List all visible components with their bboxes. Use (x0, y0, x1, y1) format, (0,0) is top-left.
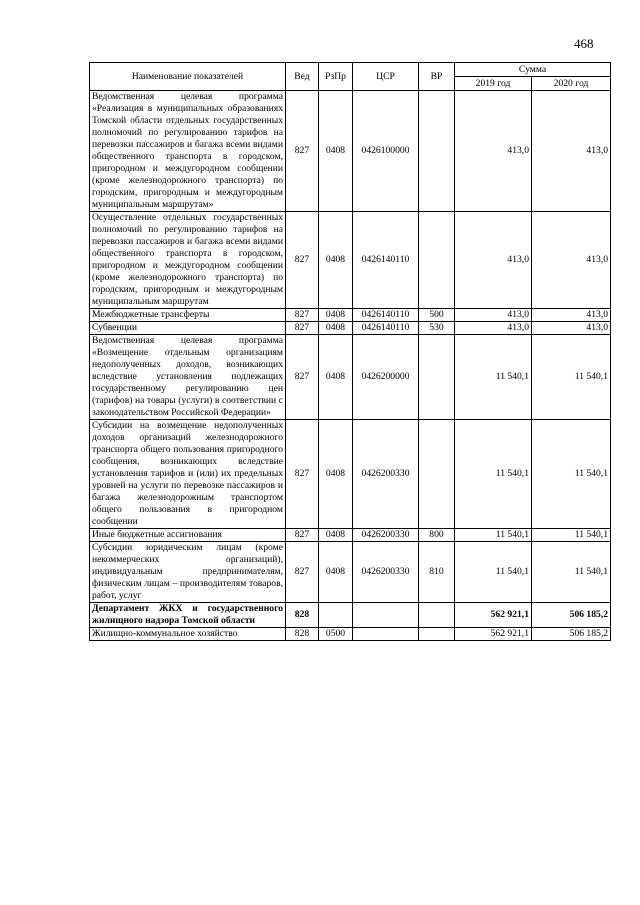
row-sum-2020: 413,0 (532, 212, 611, 309)
row-name: Ведомственная целевая программа «Реализация в муниципальных образованиях Томской области отдельных государственных полномочий по регулированию тарифов на перевозки пассажиров и багажа всеми видами общественного транспорта в городском, пригородном и междугородном сообщении (кроме железнодорожного транспорта) по городским, пригородным и междугородным муниципальным маршрутам» (90, 91, 286, 212)
row-name: Субсидии юридическим лицам (кроме некоммерческих организаций), индивидуальным предпринимателям, физическим лицам – производителям товаров, работ, услуг (90, 542, 286, 603)
row-csr: 0426140110 (353, 212, 419, 309)
row-sum-2019: 11 540,1 (455, 420, 532, 529)
table-row (90, 335, 611, 420)
row-ved: 827 (286, 212, 319, 309)
row-csr (353, 603, 419, 628)
row-rzpr: 0408 (319, 91, 353, 212)
table-row (90, 420, 611, 529)
table-row (90, 542, 611, 603)
row-sum-2020: 413,0 (532, 309, 611, 322)
row-csr: 0426140110 (353, 309, 419, 322)
row-sum-2019: 562 921,1 (455, 603, 532, 628)
row-ved: 827 (286, 322, 319, 335)
row-vr (419, 212, 455, 309)
row-name: Межбюджетные трансферты (90, 309, 286, 322)
row-vr: 810 (419, 542, 455, 603)
row-csr: 0426140110 (353, 322, 419, 335)
row-vr: 800 (419, 529, 455, 542)
row-vr (419, 91, 455, 212)
row-csr (353, 628, 419, 641)
row-sum-2020: 11 540,1 (532, 335, 611, 420)
table-row (90, 322, 611, 335)
row-sum-2019: 562 921,1 (455, 628, 532, 641)
row-rzpr: 0408 (319, 322, 353, 335)
row-name: Иные бюджетные ассигнования (90, 529, 286, 542)
row-sum-2020: 11 540,1 (532, 420, 611, 529)
row-sum-2019: 413,0 (455, 91, 532, 212)
table-row (90, 309, 611, 322)
row-name: Субвенции (90, 322, 286, 335)
row-ved: 828 (286, 628, 319, 641)
row-vr (419, 603, 455, 628)
row-rzpr: 0408 (319, 212, 353, 309)
row-vr (419, 420, 455, 529)
row-ved: 828 (286, 603, 319, 628)
header-sum: Сумма (455, 63, 611, 77)
row-rzpr: 0408 (319, 529, 353, 542)
page-number: 468 (574, 36, 594, 51)
row-vr: 530 (419, 322, 455, 335)
row-rzpr: 0408 (319, 420, 353, 529)
row-rzpr: 0408 (319, 335, 353, 420)
row-name: Ведомственная целевая программа «Возмещение отдельным организациям недополученных доходов, возникающих вследствие установления подлежащих государственному регулированию цен (тарифов) на товары (услуги) в соответствии с законодательством Российской Федерации» (90, 335, 286, 420)
header-ved: Вед (286, 63, 319, 91)
row-sum-2019: 413,0 (455, 212, 532, 309)
row-ved: 827 (286, 542, 319, 603)
row-ved: 827 (286, 420, 319, 529)
row-name: Субсидии на возмещение недополученных доходов организаций железнодорожного транспорта общего пользования пригородного сообщения, возникающих вследствие установления тарифов и (или) их предельных уровней на услуги по перевозке пассажиров и багажа железнодорожным транспортом общего пользования в пригородном сообщении (90, 420, 286, 529)
row-ved: 827 (286, 529, 319, 542)
header-2019: 2019 год (455, 77, 532, 91)
row-csr: 0426200330 (353, 420, 419, 529)
row-vr (419, 628, 455, 641)
header-csr: ЦСР (353, 63, 419, 91)
row-sum-2019: 11 540,1 (455, 529, 532, 542)
budget-table (89, 62, 611, 641)
row-sum-2020: 413,0 (532, 91, 611, 212)
row-csr: 0426200330 (353, 529, 419, 542)
header-name: Наименование показателей (90, 63, 286, 91)
header-vr: ВР (419, 63, 455, 91)
row-name: Осуществление отдельных государственных полномочий по регулированию тарифов на перевозки пассажиров и багажа всеми видами общественного транспорта в городском, пригородном и междугородном сообщении (кроме железнодорожного транспорта) по городским, пригородным и междугородным муниципальным маршрутам (90, 212, 286, 309)
row-rzpr (319, 603, 353, 628)
row-sum-2020: 11 540,1 (532, 529, 611, 542)
row-vr (419, 335, 455, 420)
row-sum-2020: 506 185,2 (532, 628, 611, 641)
header-rzpr: РзПр (319, 63, 353, 91)
row-csr: 0426100000 (353, 91, 419, 212)
table-row (90, 529, 611, 542)
row-rzpr: 0500 (319, 628, 353, 641)
row-sum-2020: 11 540,1 (532, 542, 611, 603)
row-sum-2020: 506 185,2 (532, 603, 611, 628)
table-row (90, 628, 611, 641)
row-name: Департамент ЖКХ и государственного жилищного надзора Томской области (90, 603, 286, 628)
row-ved: 827 (286, 309, 319, 322)
table-row (90, 603, 611, 628)
row-sum-2019: 413,0 (455, 309, 532, 322)
table-body (90, 91, 611, 641)
row-rzpr: 0408 (319, 542, 353, 603)
row-csr: 0426200000 (353, 335, 419, 420)
row-vr: 500 (419, 309, 455, 322)
row-name: Жилищно-коммунальное хозяйство (90, 628, 286, 641)
row-sum-2020: 413,0 (532, 322, 611, 335)
row-ved: 827 (286, 91, 319, 212)
row-sum-2019: 413,0 (455, 322, 532, 335)
row-csr: 0426200330 (353, 542, 419, 603)
table-row (90, 212, 611, 309)
row-ved: 827 (286, 335, 319, 420)
table-row (90, 91, 611, 212)
row-rzpr: 0408 (319, 309, 353, 322)
row-sum-2019: 11 540,1 (455, 542, 532, 603)
header-2020: 2020 год (532, 77, 611, 91)
row-sum-2019: 11 540,1 (455, 335, 532, 420)
